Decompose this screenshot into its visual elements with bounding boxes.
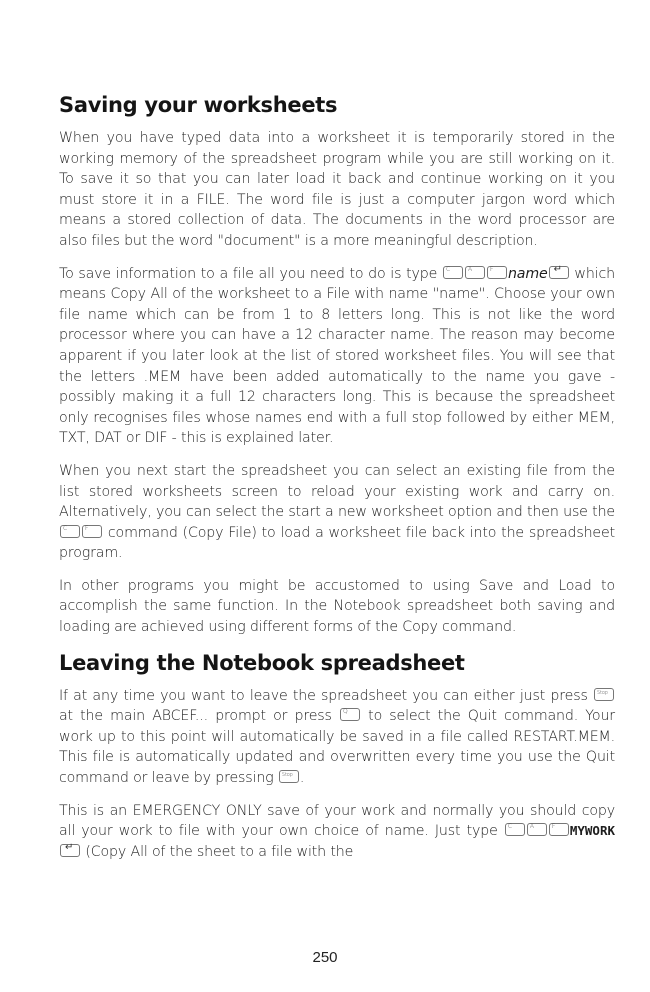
enter-key-icon: ↵ bbox=[60, 844, 80, 857]
document-page bbox=[59, 92, 615, 874]
paragraph-quit: If at any time you want to leave the spreadsheet you can either just press Stop at the main ABCEF... prompt or press Q to select the Quit command. Your work up to this point will automatically be saved in a file called RESTART.MEM. This file is automatically updated and overwritten every time you use the Quit command or leave by pressing Stop . bbox=[59, 687, 615, 787]
filename-placeholder: name bbox=[507, 265, 548, 282]
key-q-icon: Q bbox=[340, 708, 360, 721]
key-c-icon: C bbox=[505, 823, 525, 836]
enter-key-icon: ↵ bbox=[549, 266, 569, 279]
key-a-icon: A bbox=[465, 266, 485, 279]
key-c-icon: C bbox=[443, 266, 463, 279]
key-a-icon: A bbox=[527, 823, 547, 836]
key-f-icon: F bbox=[549, 823, 569, 836]
section-heading-leaving: Leaving the Notebook spreadsheet bbox=[59, 650, 465, 675]
section-heading-saving: Saving your worksheets bbox=[59, 93, 338, 117]
example-filename: MYWORK bbox=[569, 823, 615, 839]
key-c-icon: C bbox=[60, 525, 80, 538]
paragraph-intro: When you have typed data into a worksheet it is temporarily stored in the working memory of the spreadsheet program while you are still working on it. To save it so that you can later load it back and continue working on it you must store it in a FILE. The word file is just a computer jargon word which means a stored collection of data. The documents in the word processor are also files but the word "document" is a more meaningful description. bbox=[59, 130, 615, 249]
stop-key-icon: Stop bbox=[279, 770, 299, 783]
page-number: 250 bbox=[312, 949, 338, 966]
paragraph-save-instructions: To save information to a file all you need to do is type C A F name ↵ which means Copy All of the worksheet to a File with name "name". Choose your own file name which can be from 1 to 8 letters long. This is not like the word processor where you can have a 12 character name. The reason may become apparent if you later look at the list of stored worksheet files. You will see that the letters .MEM have been added automatically to the name you gave - possibly making it a full 12 characters long. This is because the spreadsheet only recognises files whose names end with a full stop followed by either MEM, TXT, DAT or DIF - this is explained later. bbox=[59, 263, 615, 447]
key-f-icon: F bbox=[487, 266, 507, 279]
paragraph-reload: When you next start the spreadsheet you can select an existing file from the list stored worksheets screen to reload your existing work and carry on. Alternatively, you can select the start a new worksheet option and then use the C F command (Copy File) to load a worksheet file back into the spreadsheet program. bbox=[59, 462, 615, 562]
stop-key-icon: Stop bbox=[594, 688, 614, 701]
paragraph-emergency: This is an EMERGENCY ONLY save of your work and normally you should copy all your work to file with your own choice of name. Just type C A F MYWORK ↵ (Copy All of the sheet to a file with the bbox=[59, 802, 615, 860]
key-f-icon: F bbox=[82, 525, 102, 538]
paragraph-save-load: In other programs you might be accustomed to using Save and Load to accomplish the same function. In the Notebook spreadsheet both saving and loading are achieved using different forms of the Copy command. bbox=[59, 577, 615, 636]
